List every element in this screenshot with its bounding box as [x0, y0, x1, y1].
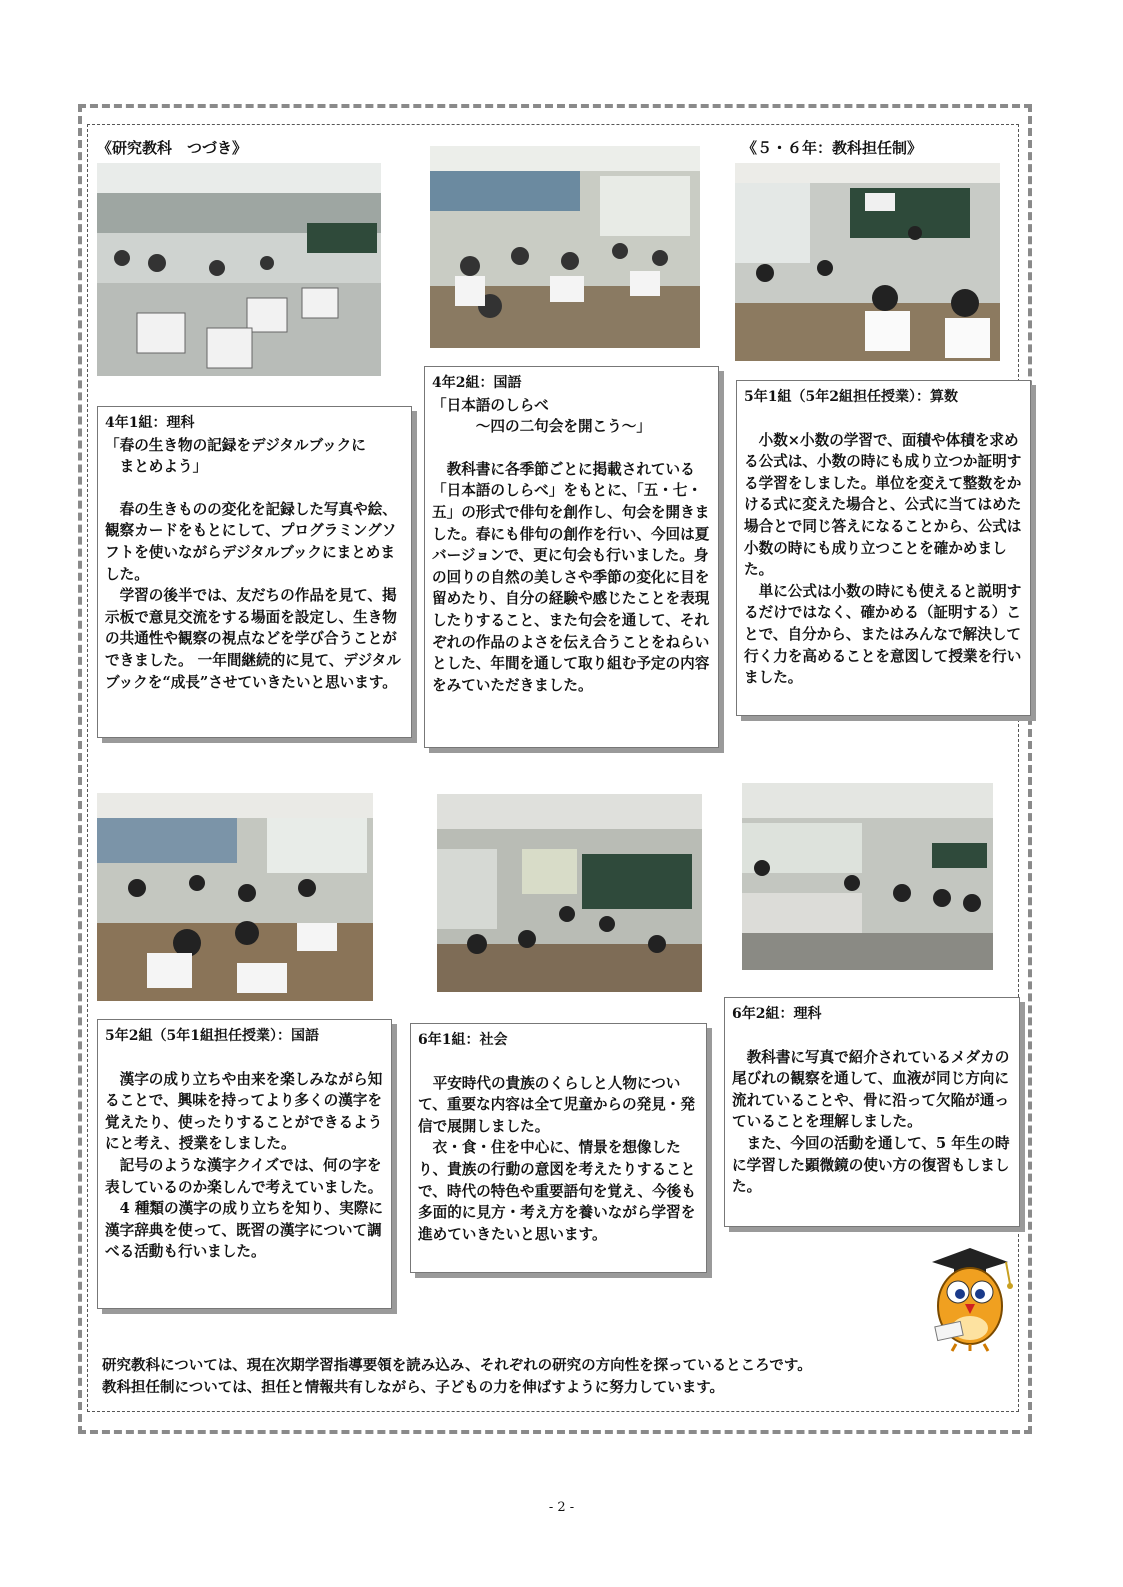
- photo-computer-room: [97, 163, 381, 376]
- box-paragraph: 平安時代の貴族のくらしと人物について、重要な内容は全て児童からの発見・発信で展開しました。: [418, 1074, 695, 1135]
- footer-line-research: 研究教科については、現在次期学習指導要領を読み込み、それぞれの研究の方向性を探っているところです。: [102, 1357, 812, 1374]
- heading-research-continued: 《研究教科 つづき》: [97, 139, 248, 157]
- box-title: 5年1組（5年2組担任授業）：算数: [744, 389, 958, 405]
- box-title: 4年1組：理科: [105, 415, 195, 431]
- box-grade4-class2-japanese: [424, 366, 719, 748]
- box-grade6-class2-science: [724, 997, 1020, 1227]
- box-paragraph: 単に公式は小数の時にも使えると説明するだけではなく、確かめる（証明する）ことで、自分から、またはみんなで解決して行く力を高めることを意図して授業を行いました。: [744, 582, 1022, 687]
- box-title: 6年1組：社会: [418, 1032, 508, 1048]
- box-title: 4年2組：国語: [432, 375, 522, 391]
- box-grade4-class1-science: [97, 406, 412, 738]
- box-paragraph: 4 種類の漢字の成り立ちを知り、実際に漢字辞典を使って、既習の漢字について調べる活動も行いました。: [105, 1200, 383, 1261]
- box-grade5-class1-math: [736, 380, 1031, 716]
- box-subtitle: 「春の生き物の記録をデジタルブックに まとめよう」: [105, 436, 366, 476]
- box-grade6-class1-social: [410, 1023, 707, 1273]
- photo-haiku-class: [430, 146, 700, 348]
- box-paragraph: 春の生きものの変化を記録した写真や絵、観察カードをもとにして、プログラミングソフトを使いながらデジタルブックにまとめました。: [105, 500, 397, 583]
- photo-kanji-class: [97, 793, 373, 1001]
- photo-math-class: [735, 163, 1000, 361]
- box-paragraph: 教科書に各季節ごとに掲載されている「日本語のしらべ」をもとに、「五・七・五」の形式で俳句を創作し、句会を開きました。春にも俳句の創作を行い、今回は夏バージョンで、更に句会も行いました。身の回りの自然の美しさや季節の変化に目を留めたり、自分の経験や感じたことを表現したりすること、また句会を通して、それぞれの作品のよさを伝え合うことをねらいとした、年間を通して取り組む予定の内容をみていただきました。: [432, 460, 710, 694]
- owl-graduate-icon: [918, 1240, 1022, 1352]
- box-grade5-class2-japanese: [97, 1019, 392, 1309]
- box-subtitle: 「日本語のしらべ ～四の二句会を開こう～」: [432, 396, 651, 436]
- photo-science-lab: [742, 783, 993, 970]
- box-paragraph: また、今回の活動を通して、5 年生の時に学習した顕微鏡の使い方の復習もしました。: [732, 1134, 1010, 1196]
- box-paragraph: 衣・食・住を中心に、情景を想像したり、貴族の行動の意図を考えたりすることで、時代の特色や重要語句を覚え、今後も多面的に見方・考え方を養いながら学習を進めていきたいと思います。: [418, 1139, 696, 1243]
- footer-note: [102, 1355, 812, 1399]
- box-paragraph: 学習の後半では、友だちの作品を見て、掲示板で意見交流をする場面を設定し、生き物の共通性や観察の視点などを学び合うことができました。 一年間継続的に見て、デジタルブックを“成長”させていきたいと思います。: [105, 587, 401, 691]
- page-number: - 2 -: [548, 1500, 575, 1515]
- heading-subject-teacher-system: 《５・６年：教科担任制》: [742, 139, 923, 157]
- box-paragraph: 漢字の成り立ちや由来を楽しみながら知ることで、興味を持ってより多くの漢字を覚えたり、使ったりすることができるようにと考え、授業をしました。: [105, 1070, 383, 1153]
- box-title: 5年2組（5年1組担任授業）：国語: [105, 1028, 319, 1044]
- footer-line-teacher-system: 教科担任制については、担任と情報共有しながら、子どもの力を伸ばすように努力しています。: [102, 1379, 725, 1396]
- box-paragraph: 小数×小数の学習で、面積や体積を求める公式は、小数の時にも成り立つか証明する学習をしました。単位を変えて整数をかける式に変えた場合と、公式に当てはめた場合とで同じ答えになることから、公式は小数の時にも成り立つことを確かめました。: [744, 431, 1022, 579]
- box-paragraph: 教科書に写真で紹介されているメダカの尾びれの観察を通して、血液が同じ方向に流れていることや、骨に沿って欠陥が通っていることを理解しました。: [732, 1048, 1010, 1131]
- box-title: 6年2組：理科: [732, 1006, 822, 1022]
- photo-social-studies: [437, 794, 702, 992]
- box-paragraph: 記号のような漢字クイズでは、何の字を表しているのか楽しんで考えていました。: [105, 1156, 383, 1196]
